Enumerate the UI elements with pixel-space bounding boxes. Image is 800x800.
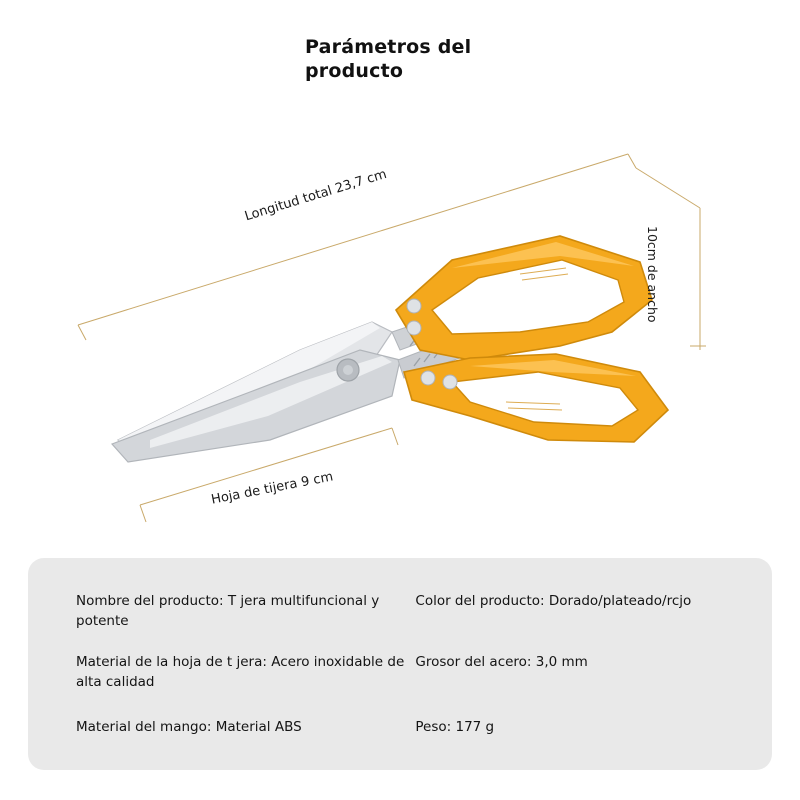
dimension-total-length: Longitud total 23,7 cm [243,166,389,225]
dimension-guides [78,154,706,522]
scissors-illustration [0,110,800,540]
rivet-4 [443,375,457,389]
page-title: Parámetros del producto [305,36,472,82]
spec-steel-thickness: Grosor del acero: 3,0 mm [415,654,588,671]
dimension-width: 10cm de ancho [645,226,660,323]
spec-weight: Peso: 177 g [415,719,495,736]
specifications-panel [28,558,772,770]
spec-row [76,592,740,631]
spec-product-name: Nombre del producto: T jera multifuncional y potente [76,593,380,629]
pivot-screw-inner [343,365,353,375]
dimension-blade-length: Hoja de tijera 9 cm [210,469,335,508]
product-diagram [0,110,800,540]
spec-product-color: Color del producto: Dorado/plateado/rcjo [415,593,692,609]
rivet-2 [407,321,421,335]
spec-handle-material: Material del mango: Material ABS [76,719,302,736]
spec-row [76,653,740,692]
rivet-1 [407,299,421,313]
rivet-3 [421,371,435,385]
spec-blade-material: Material de la hoja de t jera: Acero inoxidable de alta calidad [76,654,405,690]
spec-row [76,718,740,738]
